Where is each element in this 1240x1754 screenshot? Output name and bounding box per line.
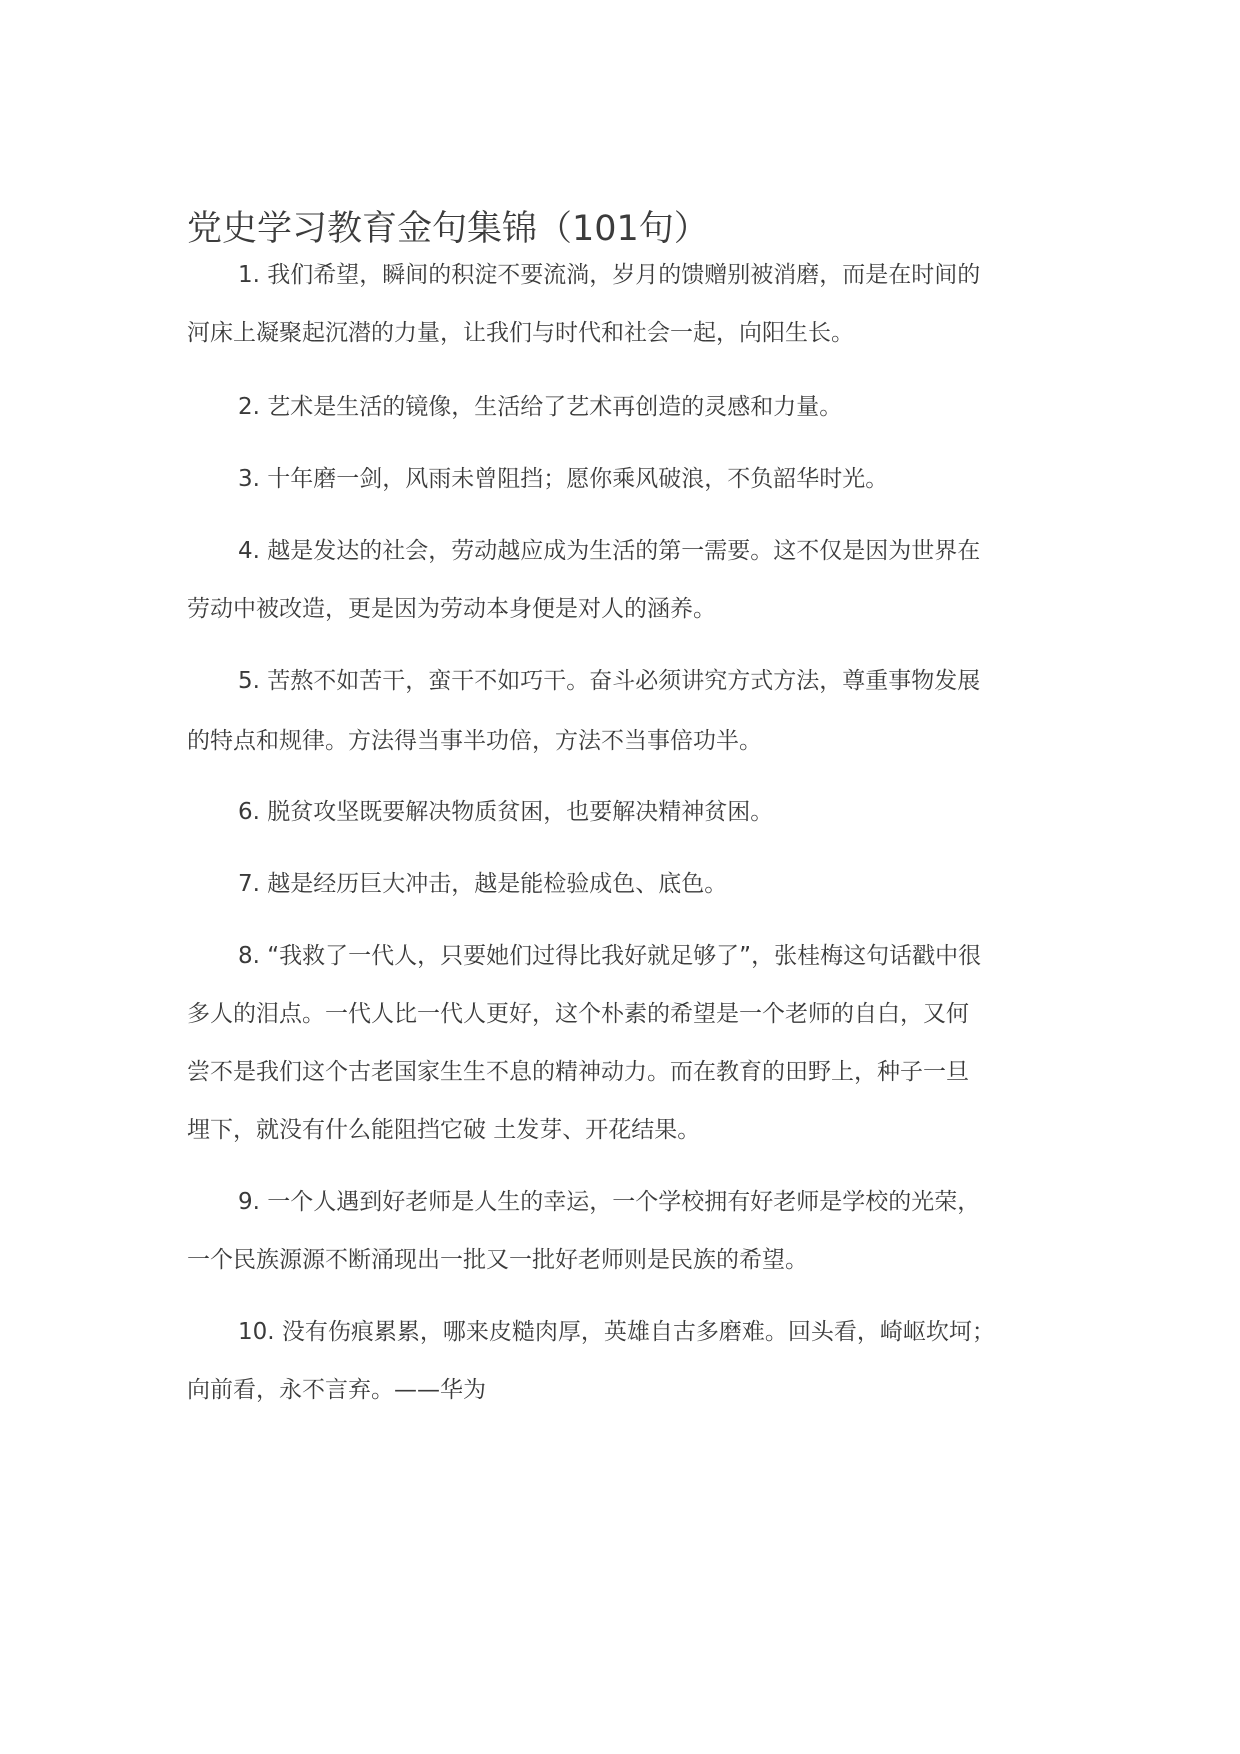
quote-7-line-1: 7. 越是经历巨大冲击，越是能检验成色、底色。 [238, 871, 728, 897]
quote-9-line-1: 9. 一个人遇到好老师是人生的幸运，一个学校拥有好老师是学校的光荣， [238, 1189, 981, 1215]
quote-8-line-3: 尝不是我们这个古老国家生生不息的精神动力。而在教育的田野上，种子一旦 [187, 1059, 969, 1085]
quote-1-line-2: 河床上凝聚起沉潜的力量，让我们与时代和社会一起，向阳生长。 [187, 320, 854, 346]
quote-4-line-2: 劳动中被改造，更是因为劳动本身便是对人的涵养。 [187, 596, 716, 622]
quote-6-line-1: 6. 脱贫攻坚既要解决物质贫困，也要解决精神贫困。 [238, 799, 774, 825]
quote-3-line-1: 3. 十年磨一剑，风雨未曾阻挡；愿你乘风破浪，不负韶华时光。 [238, 466, 889, 492]
quote-1-line-1: 1. 我们希望，瞬间的积淀不要流淌，岁月的馈赠别被消磨，而是在时间的 [238, 262, 981, 288]
document-title: 党史学习教育金句集锦（101句） [187, 209, 709, 249]
quote-8-line-1: 8. “我救了一代人，只要她们过得比我好就足够了”，张桂梅这句话戳中很 [238, 943, 982, 969]
quote-4-line-1: 4. 越是发达的社会，劳动越应成为生活的第一需要。这不仅是因为世界在 [238, 538, 981, 564]
quote-10-line-1: 10. 没有伤痕累累，哪来皮糙肉厚，英雄自古多磨难。回头看，崎岖坎坷； [238, 1319, 995, 1345]
quote-5-line-1: 5. 苦熬不如苦干，蛮干不如巧干。奋斗必须讲究方式方法，尊重事物发展 [238, 668, 981, 694]
quote-8-line-2: 多人的泪点。一代人比一代人更好，这个朴素的希望是一个老师的自白，又何 [187, 1001, 969, 1027]
quote-10-line-2: 向前看，永不言弃。——华为 [187, 1377, 486, 1403]
quote-5-line-2: 的特点和规律。方法得当事半功倍，方法不当事倍功半。 [187, 728, 762, 754]
quote-2-line-1: 2. 艺术是生活的镜像，生活给了艺术再创造的灵感和力量。 [238, 394, 843, 420]
quote-9-line-2: 一个民族源源不断涌现出一批又一批好老师则是民族的希望。 [187, 1247, 808, 1273]
quote-8-line-4: 埋下，就没有什么能阻挡它破 土发芽、开花结果。 [187, 1117, 701, 1143]
